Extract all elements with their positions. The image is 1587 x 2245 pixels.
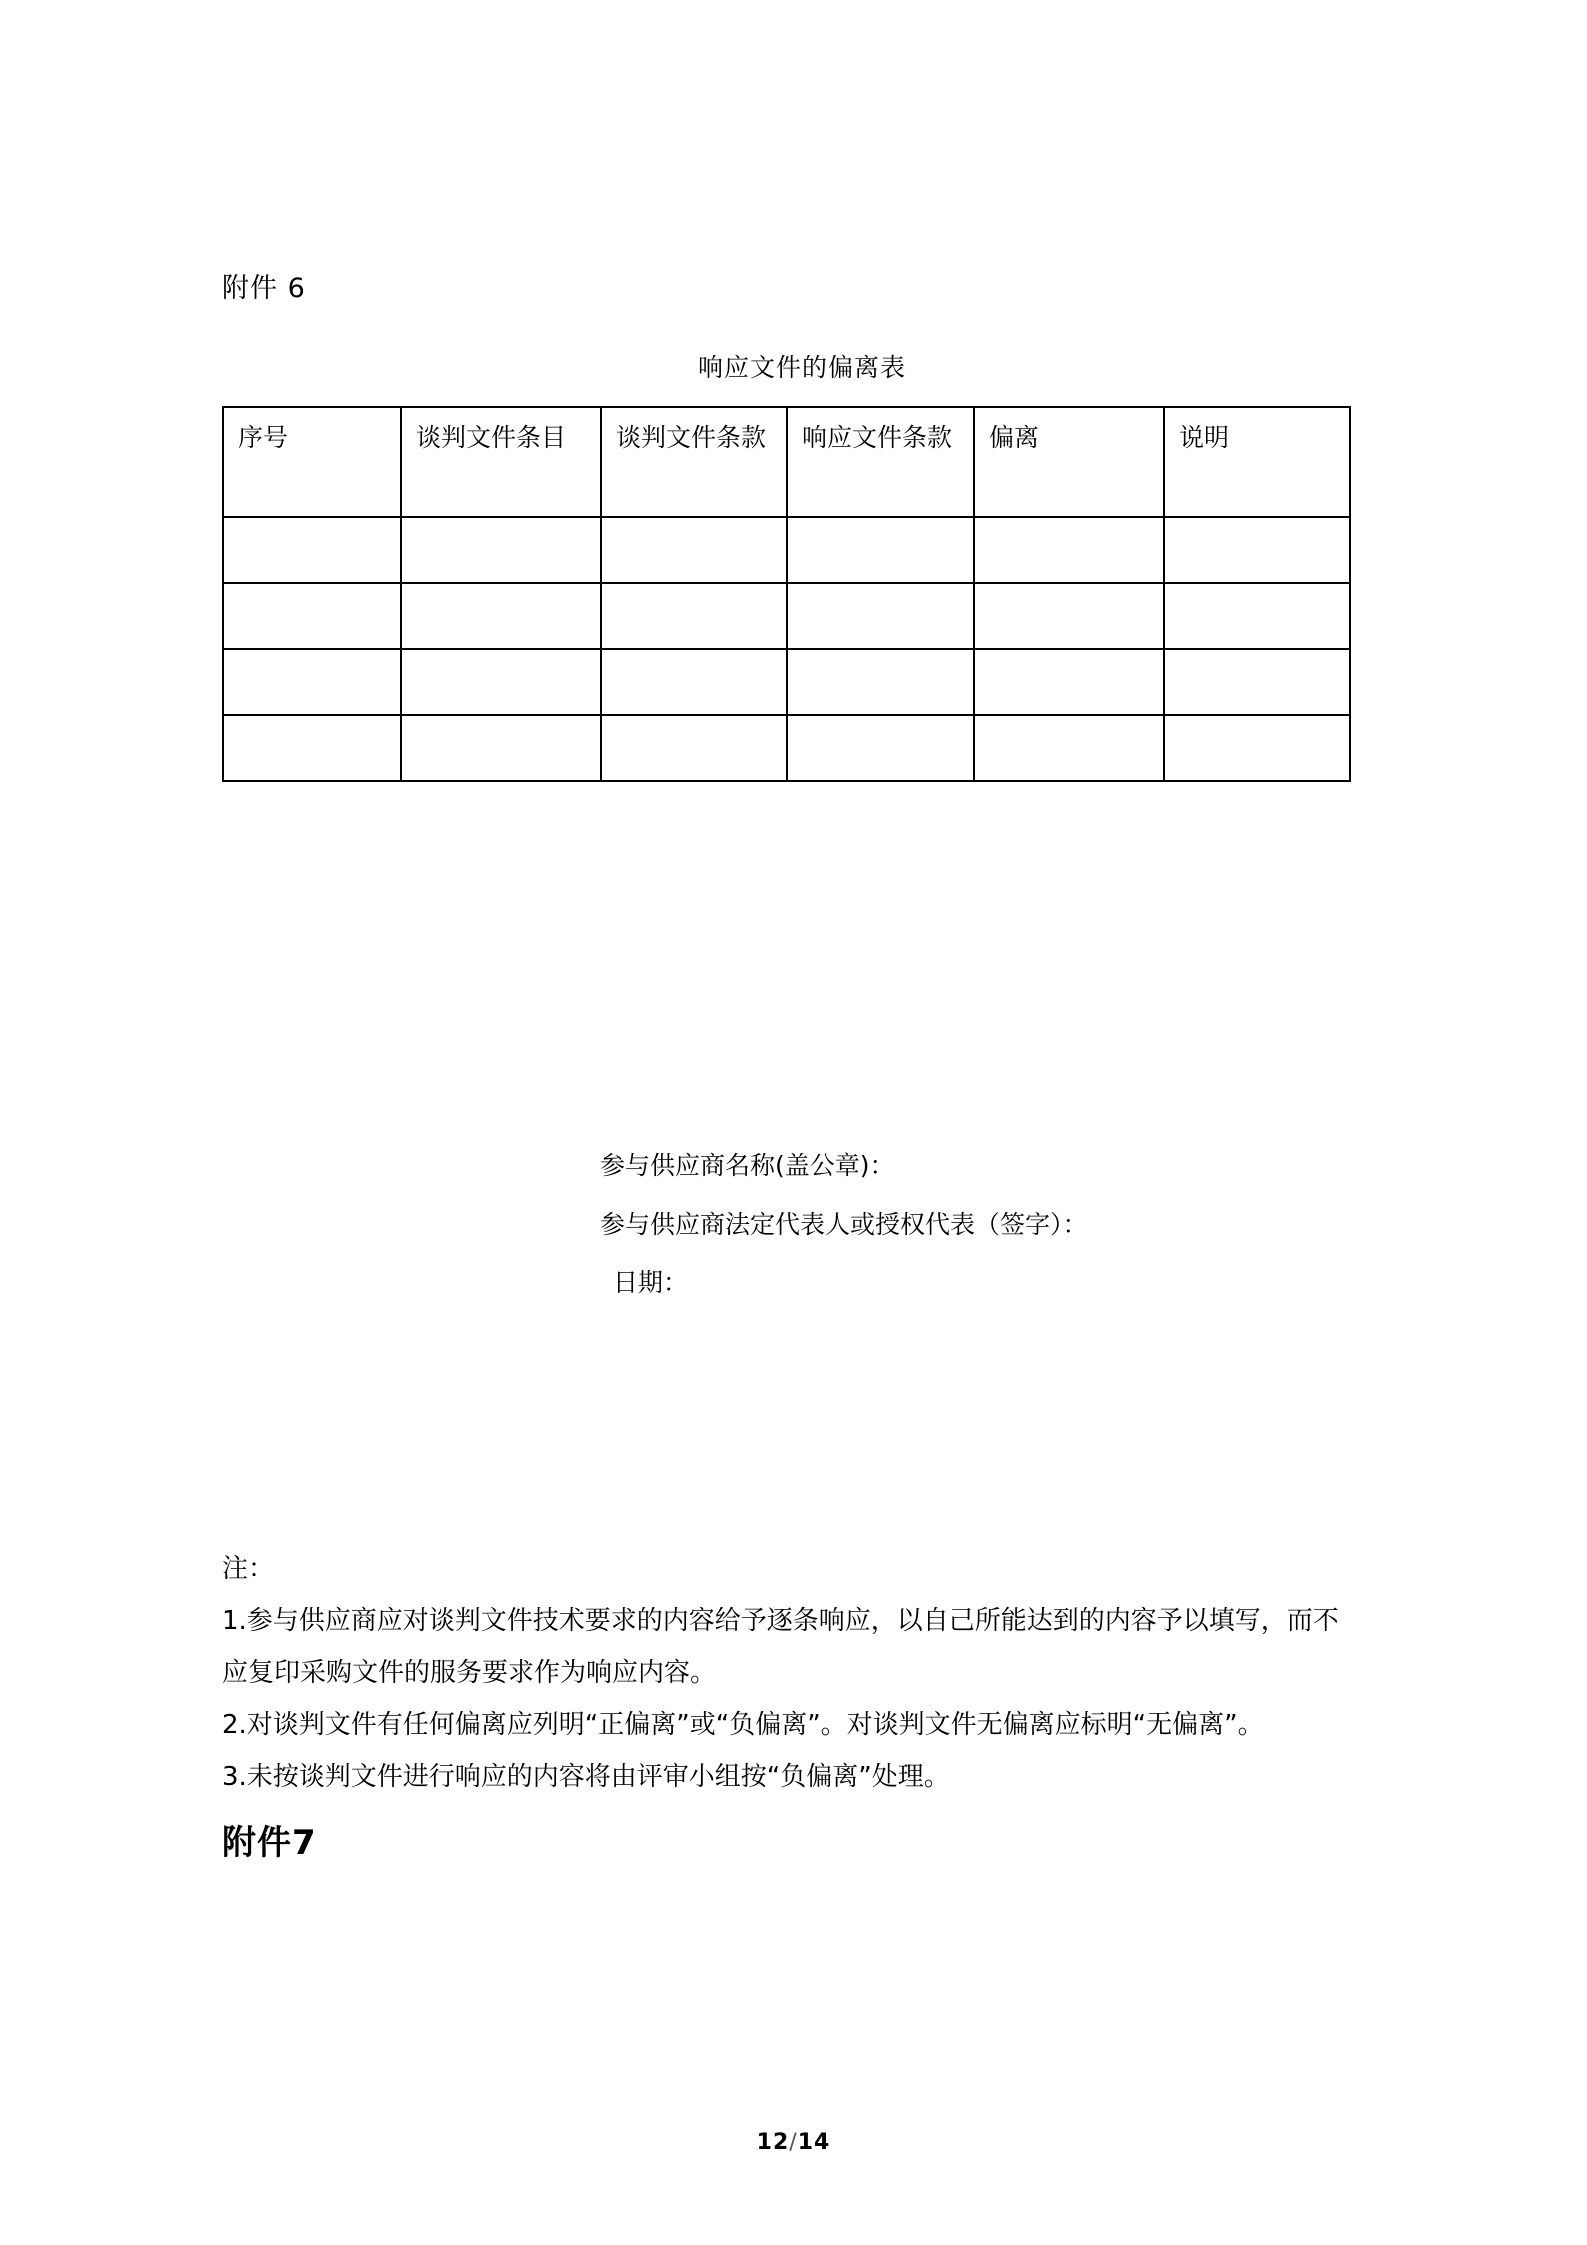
table-cell [601, 649, 787, 715]
table-cell [974, 715, 1164, 781]
footer-current-page: 12 [756, 2130, 790, 2155]
table-header-cell-1: 谈判文件条目 [401, 407, 601, 517]
table-row [223, 715, 1350, 781]
table-cell [401, 715, 601, 781]
table-cell [601, 517, 787, 583]
note-item-2: 2.对谈判文件有任何偏离应列明“正偏离”或“负偏离”。对谈判文件无偏离应标明“无偏离”。 [222, 1710, 1264, 1741]
date-line: 日期： [613, 1268, 689, 1298]
table-header-row [223, 407, 1350, 517]
notes-title: 注： [222, 1554, 275, 1585]
table-row [223, 517, 1350, 583]
table-header-cell-2: 谈判文件条款 [601, 407, 787, 517]
table-cell [1164, 517, 1350, 583]
legal-representative-line: 参与供应商法定代表人或授权代表（签字）： [600, 1209, 1088, 1239]
table-cell [787, 649, 974, 715]
table-cell [974, 517, 1164, 583]
table-cell [401, 583, 601, 649]
table-header-cell-4: 偏离 [974, 407, 1164, 517]
footer-separator: / [789, 2130, 798, 2155]
table-cell [787, 517, 974, 583]
table-title: 响应文件的偏离表 [697, 352, 906, 382]
table-cell [1164, 715, 1350, 781]
supplier-name-line: 参与供应商名称(盖公章)： [600, 1150, 895, 1180]
table-header-cell-0: 序号 [223, 407, 401, 517]
note-item-1: 1.参与供应商应对谈判文件技术要求的内容给予逐条响应，以自己所能达到的内容予以填写，而不应复印采购文件的服务要求作为响应内容。 [222, 1606, 1339, 1689]
table-cell [401, 517, 601, 583]
table-cell [223, 583, 401, 649]
table-cell [223, 715, 401, 781]
table-cell [223, 517, 401, 583]
footer-total-pages: 14 [797, 2130, 831, 2155]
table-cell [974, 583, 1164, 649]
next-attachment-heading: 附件7 [222, 1823, 317, 1864]
table-row [223, 583, 1350, 649]
attachment-label: 附件 6 [222, 273, 306, 304]
table-cell [1164, 649, 1350, 715]
signature-block [222, 1137, 1362, 1313]
table-header-cell-3: 响应文件条款 [787, 407, 974, 517]
table-cell [223, 649, 401, 715]
table-cell [601, 715, 787, 781]
page-content [222, 0, 1362, 1864]
note-item-3: 3.未按谈判文件进行响应的内容将由评审小组按“负偏离”处理。 [222, 1762, 950, 1793]
table-header-cell-5: 说明 [1164, 407, 1350, 517]
table-cell [601, 583, 787, 649]
table-cell [1164, 583, 1350, 649]
page-footer [0, 2130, 1587, 2155]
deviation-table [222, 406, 1351, 782]
table-cell [401, 649, 601, 715]
table-cell [787, 715, 974, 781]
table-cell [974, 649, 1164, 715]
table-row [223, 649, 1350, 715]
table-cell [787, 583, 974, 649]
notes-section [222, 1543, 1362, 1803]
